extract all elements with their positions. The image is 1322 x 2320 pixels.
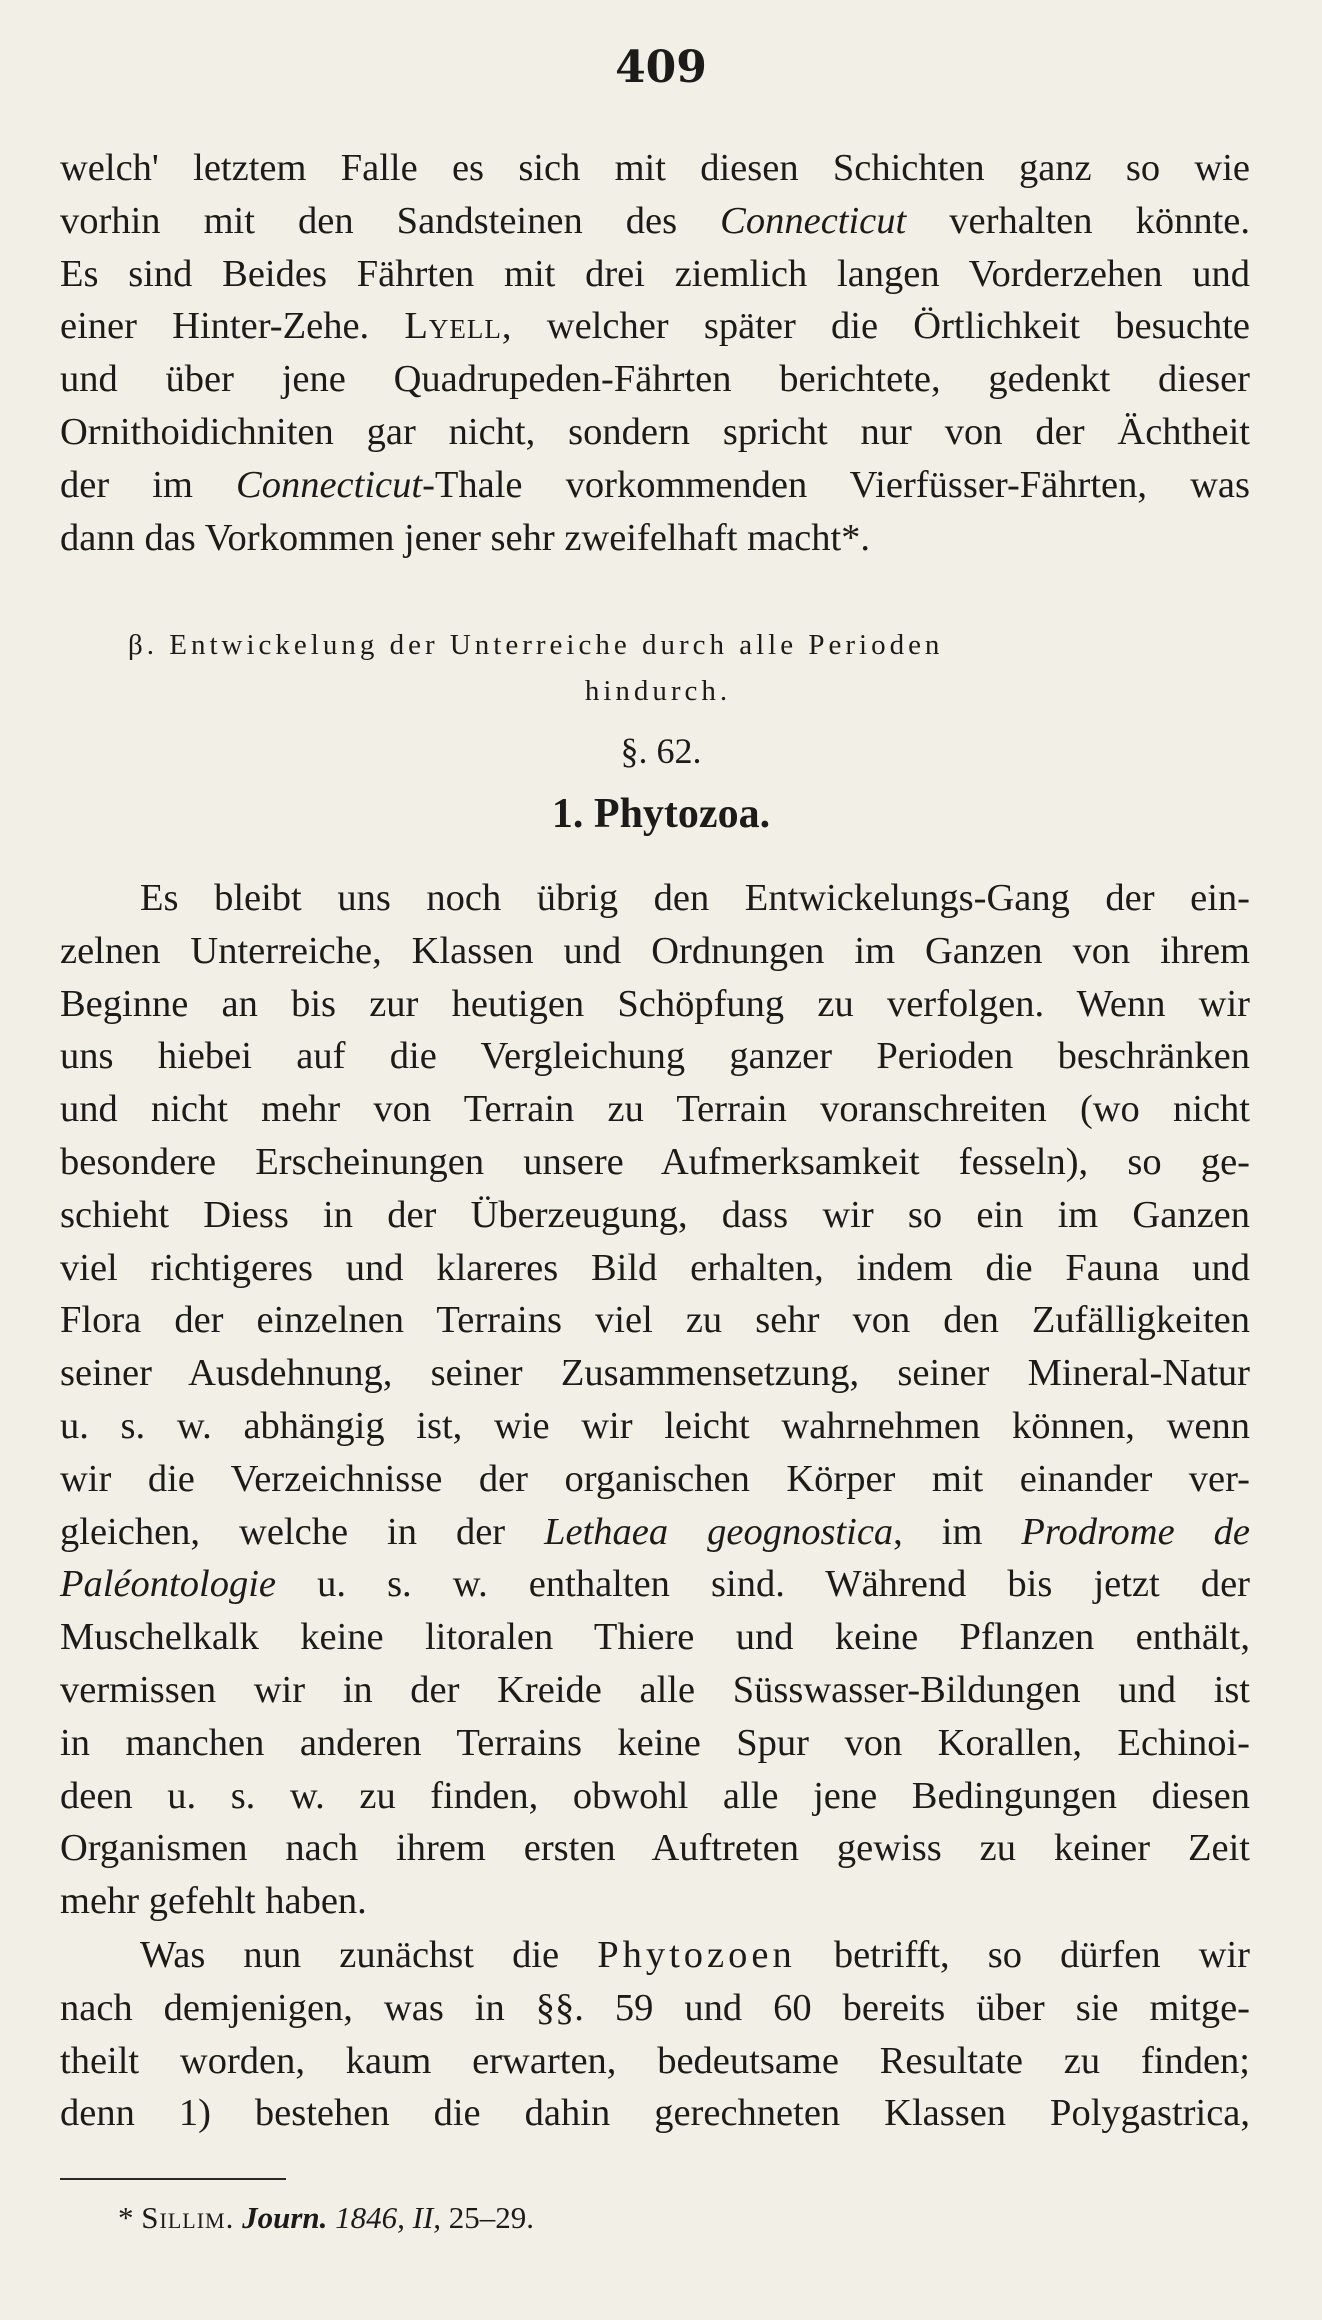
text-line	[60, 1242, 1250, 1295]
text-run: Es bleibt uns noch übrig den Entwickelungs-Gang der ein-	[140, 877, 1250, 919]
footnote	[118, 2200, 534, 2236]
text-line	[60, 1506, 1250, 1559]
footnote-pages: 25–29.	[448, 2200, 535, 2235]
text-line	[60, 459, 1250, 512]
paragraph-1	[60, 872, 1250, 1928]
text-run: Ornithoidichniten gar nicht, sondern spricht nur von der Ächtheit	[60, 410, 1250, 453]
text-line	[60, 1822, 1250, 1875]
text-run: schieht Diess in der Überzeugung, dass wir so ein im Ganzen	[60, 1193, 1250, 1236]
spaced-emphasis: Phytozoen	[597, 1934, 796, 1976]
author-name: Lyell	[404, 305, 502, 348]
text-run: theilt worden, kaum erwarten, bedeutsame Resultate zu finden;	[60, 2039, 1250, 2082]
text-line	[60, 2087, 1250, 2140]
text-line	[60, 1982, 1250, 2035]
text-line	[60, 1770, 1250, 1823]
text-run: verhalten könnte.	[906, 199, 1250, 242]
text-run: uns hiebei auf die Vergleichung ganzer Perioden beschränken	[60, 1035, 1250, 1078]
text-run: einer Hinter-Zehe.	[60, 305, 405, 348]
text-line	[60, 142, 1250, 195]
subsection-heading-line-1: β. Entwickelung der Unterreiche durch alle Perioden	[128, 629, 944, 661]
footnote-marker: *	[118, 2200, 134, 2235]
text-line	[60, 300, 1250, 353]
subsection-heading	[128, 622, 1188, 714]
footnote-year: 1846,	[335, 2200, 405, 2235]
text-run: Organismen nach ihrem ersten Auftreten gewiss zu keiner Zeit	[60, 1827, 1250, 1870]
text-run: dann das Vorkommen jener sehr zweifelhaft macht*.	[60, 516, 871, 559]
text-run: der im	[60, 463, 237, 506]
text-run: mehr gefehlt haben.	[60, 1880, 367, 1923]
text-run: gleichen, welche in der	[60, 1510, 545, 1553]
text-line	[60, 2035, 1250, 2088]
text-run: Beginne an bis zur heutigen Schöpfung zu verfolgen. Wenn wir	[60, 982, 1250, 1025]
italic-text: Connecticut	[720, 199, 907, 242]
text-run: denn 1) bestehen die dahin gerechneten Klassen Polygastrica,	[60, 2092, 1250, 2135]
text-line	[60, 872, 1250, 925]
text-run: wir die Verzeichnisse der organischen Körper mit einander ver-	[60, 1457, 1250, 1500]
text-line	[60, 353, 1250, 406]
text-line	[60, 1294, 1250, 1347]
text-line	[60, 1136, 1250, 1189]
text-line	[60, 512, 1250, 565]
italic-text: Paléontologie	[60, 1563, 276, 1606]
page-number: 409	[615, 42, 707, 93]
text-line	[60, 1189, 1250, 1242]
text-line	[60, 1664, 1250, 1717]
text-run: Muschelkalk keine litoralen Thiere und keine Pflanzen enthält,	[60, 1616, 1250, 1659]
footnote-volume: II,	[412, 2200, 442, 2235]
text-line	[60, 925, 1250, 978]
text-run: nach demjenigen, was in §§. 59 und 60 bereits über sie mitge-	[60, 1986, 1250, 2029]
text-run: deen u. s. w. zu finden, obwohl alle jene Bedingungen diesen	[60, 1774, 1250, 1817]
text-line	[60, 195, 1250, 248]
text-line	[60, 1083, 1250, 1136]
text-line	[60, 1875, 1250, 1928]
subsection-heading-line-2: hindurch.	[584, 675, 732, 707]
text-line	[60, 1929, 1250, 1982]
text-line	[60, 1030, 1250, 1083]
text-line	[60, 1400, 1250, 1453]
section-title: 1. Phytozoa.	[551, 791, 771, 837]
text-run: seiner Ausdehnung, seiner Zusammensetzung, seiner Mineral-Natur	[60, 1352, 1250, 1395]
text-run: Was nun zunächst die	[140, 1934, 598, 1976]
text-line	[60, 248, 1250, 301]
text-run: und über jene Quadrupeden-Fährten berichtete, gedenkt dieser	[60, 358, 1250, 401]
section-number: §. 62.	[620, 731, 702, 771]
footnote-author: Sillim.	[141, 2200, 235, 2235]
italic-text: Lethaea geognostica	[544, 1510, 894, 1553]
text-run: Flora der einzelnen Terrains viel zu sehr von den Zufälligkeiten	[60, 1299, 1250, 1342]
footnote-divider	[60, 2178, 286, 2180]
top-paragraph	[60, 142, 1250, 564]
italic-text: Prodrome de	[1021, 1510, 1250, 1553]
text-line	[60, 406, 1250, 459]
text-line	[60, 978, 1250, 1031]
text-run: in manchen anderen Terrains keine Spur von Korallen, Echinoi-	[60, 1721, 1250, 1764]
text-line	[60, 1453, 1250, 1506]
paragraph-2	[60, 1929, 1250, 2140]
italic-text: Connecticut	[236, 463, 423, 506]
text-run: , welcher später die Örtlichkeit besuchte	[501, 305, 1250, 348]
text-run: , im	[893, 1510, 1022, 1553]
text-run: u. s. w. abhängig ist, wie wir leicht wahrnehmen können, wenn	[60, 1404, 1250, 1447]
text-line	[60, 1717, 1250, 1770]
text-run: viel richtigeres und klareres Bild erhalten, indem die Fauna und	[60, 1246, 1250, 1289]
text-run: vermissen wir in der Kreide alle Süsswasser-Bildungen und ist	[60, 1668, 1250, 1711]
text-run: Es sind Beides Fährten mit drei ziemlich langen Vorderzehen und	[60, 252, 1250, 295]
text-run: vorhin mit den Sandsteinen des	[60, 199, 721, 242]
text-run: zelnen Unterreiche, Klassen und Ordnungen im Ganzen von ihrem	[60, 929, 1250, 972]
text-run: besondere Erscheinungen unsere Aufmerksamkeit fesseln), so ge-	[60, 1140, 1250, 1183]
text-line	[60, 1611, 1250, 1664]
text-run: -Thale vorkommenden Vierfüsser-Fährten, was	[422, 463, 1250, 506]
text-line	[60, 1558, 1250, 1611]
text-run: betrifft, so dürfen wir	[795, 1934, 1250, 1976]
text-run: welch' letztem Falle es sich mit diesen Schichten ganz so wie	[60, 147, 1250, 189]
text-run: u. s. w. enthalten sind. Während bis jetzt der	[275, 1563, 1250, 1606]
footnote-journal: Journ.	[242, 2200, 328, 2235]
text-run: und nicht mehr von Terrain zu Terrain voranschreiten (wo nicht	[60, 1088, 1250, 1131]
text-line	[60, 1347, 1250, 1400]
